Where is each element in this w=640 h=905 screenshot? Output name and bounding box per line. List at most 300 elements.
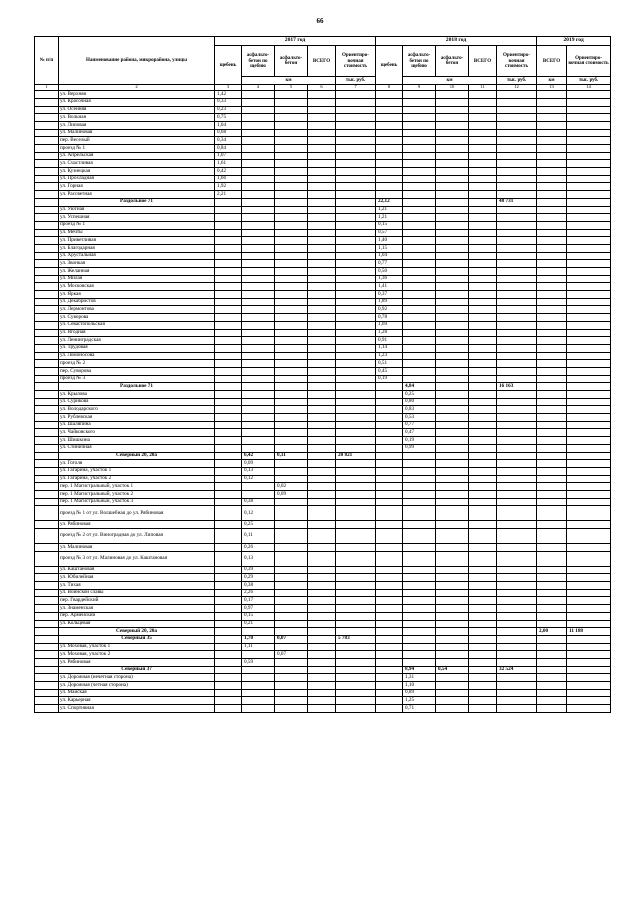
cell-c8: 0,92 [376, 306, 403, 314]
cell-c6 [308, 352, 336, 360]
cell-c12 [497, 689, 537, 697]
cell-c11 [469, 337, 497, 345]
cell-c7 [336, 689, 376, 697]
cell-c14 [567, 198, 611, 206]
cell-c9 [403, 475, 436, 483]
cell-c14 [567, 152, 611, 160]
cell-c13 [537, 344, 567, 352]
cell-c13 [537, 98, 567, 106]
cell-c12 [497, 344, 537, 352]
cell-c10 [436, 674, 469, 682]
cell-c5 [275, 321, 308, 329]
cell-c12 [497, 121, 537, 129]
table-row [35, 566, 611, 574]
cell-c4 [242, 129, 275, 137]
cell-c6 [308, 252, 336, 260]
cell-c14 [567, 406, 611, 414]
street-name: ул. Вольная [59, 114, 215, 122]
cell-c14 [567, 582, 611, 590]
cell-c11 [469, 612, 497, 620]
cell-c13 [537, 643, 567, 651]
cell-c6 [308, 521, 336, 529]
cell-c8 [376, 651, 403, 659]
cell-c7 [336, 352, 376, 360]
cell-c1 [35, 198, 59, 206]
cell-c3 [215, 206, 242, 214]
cell-c13 [537, 460, 567, 468]
cell-c7 [336, 198, 376, 206]
cell-c10 [436, 429, 469, 437]
cell-c7 [336, 429, 376, 437]
cell-c11 [469, 398, 497, 406]
cell-c5 [275, 360, 308, 368]
cell-c9 [403, 329, 436, 337]
cell-c8: 0,57 [376, 229, 403, 237]
cell-c5 [275, 544, 308, 552]
cell-c7 [336, 483, 376, 491]
column-number: 12 [497, 85, 537, 91]
cell-c10 [436, 475, 469, 483]
cell-c3 [215, 260, 242, 268]
cell-c7 [336, 574, 376, 582]
cell-c10 [436, 321, 469, 329]
table-row [35, 191, 611, 199]
cell-c4: 0,12 [242, 506, 275, 521]
cell-c3 [215, 406, 242, 414]
cell-c12 [497, 421, 537, 429]
table-row [35, 252, 611, 260]
cell-c10 [436, 337, 469, 345]
street-name: ул. Апрельская [59, 152, 215, 160]
cell-c7 [336, 398, 376, 406]
cell-c4 [242, 321, 275, 329]
cell-c4: 0,15 [242, 612, 275, 620]
cell-c12 [497, 544, 537, 552]
cell-c1 [35, 658, 59, 666]
table-row [35, 406, 611, 414]
cell-c9 [403, 589, 436, 597]
cell-c3 [215, 566, 242, 574]
cell-c10 [436, 506, 469, 521]
cell-c4: 0,29 [242, 574, 275, 582]
cell-c12 [497, 191, 537, 199]
cell-c3 [215, 275, 242, 283]
cell-c4: 0,26 [242, 544, 275, 552]
cell-c12 [497, 682, 537, 690]
table-row [35, 391, 611, 399]
cell-c5 [275, 98, 308, 106]
cell-c10 [436, 306, 469, 314]
cell-c5 [275, 406, 308, 414]
road-repair-table [34, 36, 611, 713]
cell-c6 [308, 682, 336, 690]
cell-c9 [403, 337, 436, 345]
street-name: ул. Ягодная [59, 329, 215, 337]
street-name: ул. Гоголя [59, 460, 215, 468]
cell-c3: 0,84 [215, 145, 242, 153]
table-row [35, 467, 611, 475]
cell-c14 [567, 344, 611, 352]
cell-c14 [567, 490, 611, 498]
cell-c7 [336, 651, 376, 659]
cell-c1 [35, 183, 59, 191]
cell-c10 [436, 91, 469, 99]
table-row [35, 229, 611, 237]
cell-c14 [567, 697, 611, 705]
cell-c9 [403, 137, 436, 145]
street-name: пер. Гвардейский [59, 597, 215, 605]
cell-c6 [308, 206, 336, 214]
cell-c4: 6,42 [242, 452, 275, 460]
street-name: проезд № 3 [59, 375, 215, 383]
table-row [35, 329, 611, 337]
cell-c10 [436, 244, 469, 252]
cell-c7 [336, 106, 376, 114]
cell-c14 [567, 237, 611, 245]
cell-c7 [336, 666, 376, 674]
cell-c3 [215, 529, 242, 544]
cell-c4: 2,26 [242, 589, 275, 597]
cell-c1 [35, 666, 59, 674]
cell-c10 [436, 283, 469, 291]
cell-c12 [497, 574, 537, 582]
cell-c7 [336, 460, 376, 468]
cell-c9 [403, 321, 436, 329]
cell-c5 [275, 160, 308, 168]
street-name: ул. Мечты [59, 229, 215, 237]
cell-c10: 0,54 [436, 666, 469, 674]
cell-c10 [436, 260, 469, 268]
cell-c14 [567, 244, 611, 252]
cell-c11 [469, 375, 497, 383]
street-name: пер. 1 Магистральный, участок 3 [59, 498, 215, 506]
cell-c13 [537, 483, 567, 491]
cell-c11 [469, 643, 497, 651]
cell-c7 [336, 582, 376, 590]
cell-c5 [275, 658, 308, 666]
cell-c13 [537, 91, 567, 99]
cell-c11 [469, 391, 497, 399]
cell-c6 [308, 306, 336, 314]
cell-c13 [537, 521, 567, 529]
street-name: ул. Яркая [59, 291, 215, 299]
cell-c1 [35, 129, 59, 137]
cell-c13 [537, 666, 567, 674]
cell-c6 [308, 367, 336, 375]
cell-c11 [469, 268, 497, 276]
cell-c8 [376, 544, 403, 552]
cell-c5 [275, 275, 308, 283]
cell-c13 [537, 589, 567, 597]
cell-c1 [35, 137, 59, 145]
street-name: проезд № 2 [59, 360, 215, 368]
header-total: ВСЕГО [308, 46, 336, 77]
cell-c4: 0,59 [242, 658, 275, 666]
cell-c12 [497, 437, 537, 445]
street-name: ул. Рассветная [59, 191, 215, 199]
cell-c12 [497, 260, 537, 268]
cell-c4: 1,70 [242, 635, 275, 643]
column-number: 4 [242, 85, 275, 91]
cell-c12 [497, 566, 537, 574]
cell-c1 [35, 620, 59, 628]
cell-c8 [376, 620, 403, 628]
cell-c7 [336, 152, 376, 160]
column-number: 2 [59, 85, 215, 91]
cell-c5 [275, 597, 308, 605]
header-total: ВСЕГО [469, 46, 497, 77]
cell-c7 [336, 275, 376, 283]
cell-c4 [242, 705, 275, 713]
cell-c1 [35, 398, 59, 406]
cell-c13 [537, 252, 567, 260]
cell-c9 [403, 183, 436, 191]
cell-c11 [469, 175, 497, 183]
cell-c6 [308, 391, 336, 399]
cell-c1 [35, 483, 59, 491]
cell-c8 [376, 490, 403, 498]
cell-c12 [497, 406, 537, 414]
cell-c6 [308, 651, 336, 659]
header-unit-cost: тыс. руб. [497, 77, 537, 85]
cell-c8 [376, 666, 403, 674]
cell-c14 [567, 129, 611, 137]
cell-c1 [35, 375, 59, 383]
cell-c8: 1,28 [376, 329, 403, 337]
cell-c8 [376, 658, 403, 666]
cell-c4: 0,13 [242, 467, 275, 475]
cell-c5 [275, 152, 308, 160]
cell-c8: 1,14 [376, 344, 403, 352]
cell-c1 [35, 682, 59, 690]
cell-c7 [336, 114, 376, 122]
cell-c9 [403, 98, 436, 106]
cell-c1 [35, 551, 59, 566]
street-name: ул. Уютная [59, 206, 215, 214]
cell-c13 [537, 674, 567, 682]
header-asphalt: асфальто-бетон [275, 46, 308, 77]
cell-c1 [35, 206, 59, 214]
street-name: ул. Осенняя [59, 106, 215, 114]
cell-c3 [215, 705, 242, 713]
cell-c5 [275, 705, 308, 713]
cell-c1 [35, 114, 59, 122]
cell-c3 [215, 268, 242, 276]
street-name: ул. Лермонтова [59, 306, 215, 314]
cell-c6 [308, 705, 336, 713]
cell-c8 [376, 498, 403, 506]
cell-c4 [242, 206, 275, 214]
cell-c4 [242, 260, 275, 268]
header-estimated: Ориентиро-вочная стоимость [497, 46, 537, 77]
cell-c7 [336, 221, 376, 229]
cell-c5 [275, 375, 308, 383]
cell-c1 [35, 252, 59, 260]
street-name: ул. Успешная [59, 214, 215, 222]
cell-c5 [275, 114, 308, 122]
cell-c1 [35, 175, 59, 183]
table-row [35, 682, 611, 690]
cell-c8 [376, 689, 403, 697]
cell-c14 [567, 429, 611, 437]
cell-c14 [567, 137, 611, 145]
cell-c12 [497, 529, 537, 544]
cell-c14 [567, 383, 611, 391]
cell-c10 [436, 145, 469, 153]
cell-c10 [436, 682, 469, 690]
cell-c8 [376, 152, 403, 160]
street-name: ул. Воинской славы [59, 589, 215, 597]
table-row [35, 183, 611, 191]
cell-c7 [336, 252, 376, 260]
cell-c10 [436, 268, 469, 276]
cell-c7 [336, 367, 376, 375]
header-asphalt-on-gravel: асфальто-бетон по щебню [242, 46, 275, 77]
cell-c1 [35, 268, 59, 276]
cell-c6 [308, 260, 336, 268]
cell-c3 [215, 337, 242, 345]
cell-c10 [436, 360, 469, 368]
cell-c5: 0,11 [275, 452, 308, 460]
cell-c13 [537, 605, 567, 613]
cell-c4 [242, 183, 275, 191]
cell-c11 [469, 483, 497, 491]
table-row [35, 597, 611, 605]
table-row [35, 375, 611, 383]
cell-c14 [567, 160, 611, 168]
cell-c11 [469, 566, 497, 574]
cell-c14 [567, 229, 611, 237]
cell-c12 [497, 321, 537, 329]
cell-c12 [497, 360, 537, 368]
header-gravel: щебень [215, 46, 242, 85]
cell-c5 [275, 175, 308, 183]
column-number: 11 [469, 85, 497, 91]
cell-c12 [497, 705, 537, 713]
cell-c5: 0,07 [275, 651, 308, 659]
cell-c7 [336, 237, 376, 245]
cell-c9 [403, 658, 436, 666]
cell-c11 [469, 252, 497, 260]
cell-c11 [469, 137, 497, 145]
cell-c4 [242, 367, 275, 375]
cell-c8 [376, 566, 403, 574]
cell-c8 [376, 168, 403, 176]
cell-c7 [336, 391, 376, 399]
cell-c8 [376, 605, 403, 613]
cell-c9 [403, 360, 436, 368]
cell-c13 [537, 498, 567, 506]
table-row [35, 658, 611, 666]
cell-c7 [336, 160, 376, 168]
cell-c12 [497, 398, 537, 406]
cell-c8 [376, 191, 403, 199]
cell-c12 [497, 651, 537, 659]
cell-c10 [436, 643, 469, 651]
cell-c3 [215, 383, 242, 391]
cell-c11 [469, 352, 497, 360]
cell-c6 [308, 98, 336, 106]
cell-c10 [436, 129, 469, 137]
cell-c10 [436, 367, 469, 375]
cell-c11 [469, 475, 497, 483]
cell-c10 [436, 375, 469, 383]
cell-c1 [35, 605, 59, 613]
cell-c3: 1,66 [215, 175, 242, 183]
cell-c7 [336, 490, 376, 498]
cell-c7 [336, 260, 376, 268]
street-name: ул. Малиновая [59, 129, 215, 137]
cell-c14 [567, 460, 611, 468]
cell-c4 [242, 306, 275, 314]
cell-c1 [35, 574, 59, 582]
cell-c14 [567, 375, 611, 383]
cell-c5 [275, 145, 308, 153]
table-header [35, 37, 611, 91]
cell-c3 [215, 298, 242, 306]
cell-c11 [469, 635, 497, 643]
cell-c1 [35, 467, 59, 475]
table-row [35, 114, 611, 122]
section-name: Раздольное 71 [59, 198, 215, 206]
cell-c8: 0,19 [376, 375, 403, 383]
cell-c10 [436, 191, 469, 199]
cell-c11 [469, 129, 497, 137]
cell-c13 [537, 283, 567, 291]
cell-c1 [35, 674, 59, 682]
cell-c7 [336, 566, 376, 574]
cell-c10 [436, 175, 469, 183]
column-number: 1 [35, 85, 59, 91]
cell-c13 [537, 121, 567, 129]
cell-c11 [469, 275, 497, 283]
cell-c6 [308, 635, 336, 643]
cell-c10 [436, 114, 469, 122]
cell-c13 [537, 612, 567, 620]
cell-c6 [308, 375, 336, 383]
cell-c6 [308, 597, 336, 605]
cell-c6 [308, 574, 336, 582]
table-row [35, 98, 611, 106]
cell-c6 [308, 483, 336, 491]
cell-c4 [242, 674, 275, 682]
table-row [35, 106, 611, 114]
cell-c11 [469, 198, 497, 206]
cell-c6 [308, 106, 336, 114]
cell-c9 [403, 191, 436, 199]
cell-c6 [308, 221, 336, 229]
cell-c7 [336, 682, 376, 690]
cell-c11 [469, 160, 497, 168]
cell-c7 [336, 283, 376, 291]
header-unit-km: км [403, 77, 497, 85]
cell-c14 [567, 314, 611, 322]
cell-c13 [537, 467, 567, 475]
cell-c6 [308, 168, 336, 176]
cell-c10 [436, 437, 469, 445]
cell-c1 [35, 566, 59, 574]
cell-c5 [275, 689, 308, 697]
cell-c9 [403, 529, 436, 544]
cell-c4 [242, 666, 275, 674]
cell-c13 [537, 175, 567, 183]
cell-c5 [275, 121, 308, 129]
cell-c8 [376, 597, 403, 605]
cell-c9 [403, 206, 436, 214]
cell-c10 [436, 444, 469, 452]
cell-c1 [35, 490, 59, 498]
cell-c3 [215, 582, 242, 590]
